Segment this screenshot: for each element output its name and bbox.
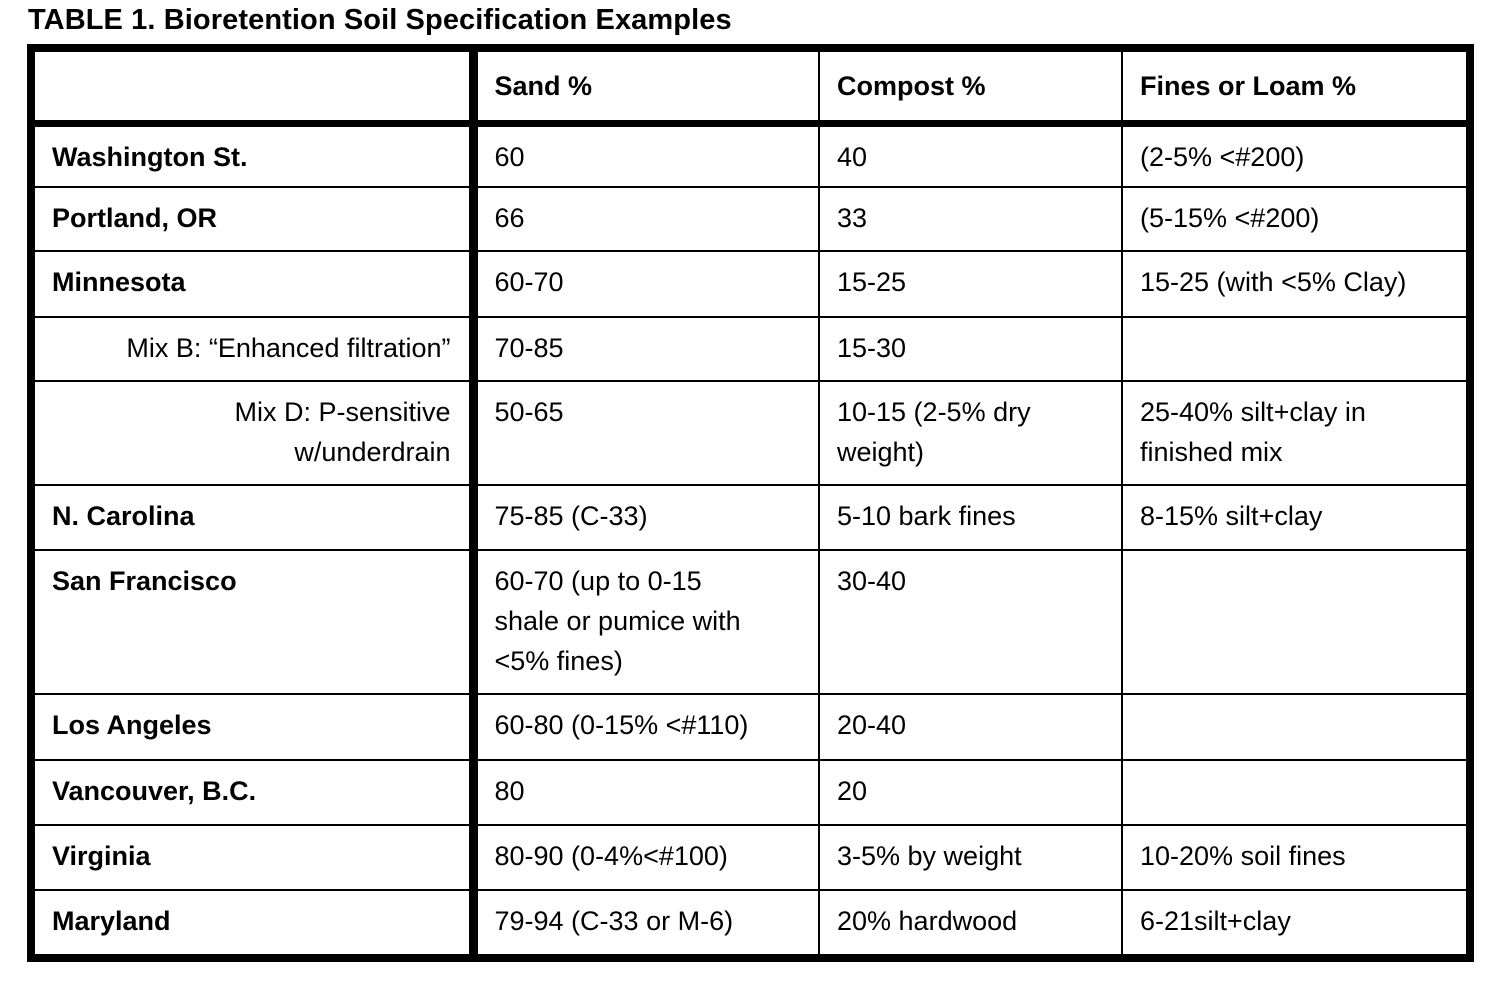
- cell-line: <5% fines): [494, 646, 623, 677]
- sand-cell: [473, 694, 819, 759]
- cell-line: 80: [494, 775, 525, 806]
- cell-line: Minnesota: [52, 267, 186, 298]
- cell-line: weight): [837, 436, 925, 467]
- location-cell: [35, 760, 473, 825]
- cell-line: 10-15 (2-5% dry: [837, 396, 1031, 427]
- compost-cell: [819, 123, 1122, 187]
- table-row: [35, 760, 1466, 825]
- cell-line: 33: [837, 203, 868, 234]
- table-row: [35, 485, 1466, 550]
- cell-line: 30-40: [837, 566, 907, 597]
- fines-cell: [1122, 890, 1466, 954]
- compost-cell: [819, 825, 1122, 890]
- header-row: [35, 52, 1466, 123]
- cell-line: Maryland: [52, 905, 171, 936]
- cell-line: 66: [494, 203, 525, 234]
- cell-line: 25-40% silt+clay in: [1140, 396, 1366, 427]
- cell-line: 60-70 (up to 0-15: [494, 566, 702, 597]
- cell-line: Vancouver, B.C.: [52, 775, 257, 806]
- fines-cell: [1122, 694, 1466, 759]
- sand-cell: [473, 381, 819, 485]
- cell-line: Mix D: P-sensitive: [234, 396, 451, 427]
- location-cell: [35, 317, 473, 381]
- table-title: TABLE 1. Bioretention Soil Specification Examples: [28, 4, 732, 36]
- cell-line: 70-85: [494, 332, 564, 363]
- cell-line: N. Carolina: [52, 500, 195, 531]
- fines-cell: [1122, 251, 1466, 316]
- header-cell-sand: Sand %: [473, 52, 819, 123]
- compost-cell: [819, 694, 1122, 759]
- header-cell-location: [35, 52, 473, 123]
- sand-cell: [473, 825, 819, 890]
- cell-line: 20-40: [837, 710, 907, 741]
- cell-line: 60-70: [494, 267, 564, 298]
- soil-spec-table: [35, 52, 1466, 954]
- compost-cell: [819, 187, 1122, 251]
- table-row: [35, 251, 1466, 316]
- cell-line: 3-5% by weight: [837, 840, 1022, 871]
- fines-cell: [1122, 485, 1466, 550]
- location-cell: [35, 123, 473, 187]
- location-cell: [35, 694, 473, 759]
- cell-line: 10-20% soil fines: [1140, 840, 1346, 871]
- compost-cell: [819, 890, 1122, 954]
- cell-line: Mix B: “Enhanced filtration”: [126, 332, 451, 363]
- cell-line: (2-5% <#200): [1140, 141, 1305, 172]
- cell-line: 5-10 bark fines: [837, 500, 1016, 531]
- table-body: [35, 52, 1466, 954]
- cell-line: Virginia: [52, 840, 151, 871]
- table-row: [35, 123, 1466, 187]
- location-cell: [35, 485, 473, 550]
- table-row: [35, 317, 1466, 381]
- sand-cell: [473, 251, 819, 316]
- location-cell: [35, 825, 473, 890]
- sand-cell: [473, 760, 819, 825]
- location-cell: [35, 890, 473, 954]
- cell-line: San Francisco: [52, 566, 237, 597]
- table-row: [35, 550, 1466, 694]
- cell-line: 60-80 (0-15% <#110): [494, 710, 749, 741]
- sand-cell: [473, 485, 819, 550]
- table-row: [35, 187, 1466, 251]
- cell-line: finished mix: [1140, 436, 1283, 467]
- cell-line: 20: [837, 775, 868, 806]
- cell-line: shale or pumice with: [494, 606, 741, 637]
- cell-line: 40: [837, 141, 868, 172]
- compost-cell: [819, 485, 1122, 550]
- sand-cell: [473, 890, 819, 954]
- cell-line: 79-94 (C-33 or M-6): [494, 905, 734, 936]
- sand-cell: [473, 550, 819, 694]
- table-row: [35, 694, 1466, 759]
- compost-cell: [819, 251, 1122, 316]
- cell-line: Portland, OR: [52, 203, 218, 234]
- sand-cell: [473, 187, 819, 251]
- cell-line: 6-21silt+clay: [1140, 905, 1291, 936]
- sand-cell: [473, 123, 819, 187]
- sand-cell: [473, 317, 819, 381]
- cell-line: 75-85 (C-33): [494, 500, 648, 531]
- table-row: [35, 381, 1466, 485]
- cell-line: 80-90 (0-4%<#100): [494, 840, 728, 871]
- fines-cell: [1122, 187, 1466, 251]
- table-row: [35, 825, 1466, 890]
- cell-line: (5-15% <#200): [1140, 203, 1320, 234]
- compost-cell: [819, 317, 1122, 381]
- cell-line: Washington St.: [52, 141, 248, 172]
- fines-cell: [1122, 760, 1466, 825]
- cell-line: w/underdrain: [294, 436, 451, 467]
- compost-cell: [819, 760, 1122, 825]
- header-cell-compost: Compost %: [819, 52, 1122, 123]
- fines-cell: [1122, 123, 1466, 187]
- cell-line: 8-15% silt+clay: [1140, 500, 1323, 531]
- fines-cell: [1122, 381, 1466, 485]
- cell-line: 50-65: [494, 396, 564, 427]
- cell-line: 15-25: [837, 267, 907, 298]
- cell-line: 15-25 (with <5% Clay): [1140, 267, 1407, 298]
- fines-cell: [1122, 825, 1466, 890]
- fines-cell: [1122, 550, 1466, 694]
- cell-line: Los Angeles: [52, 710, 212, 741]
- header-cell-fines: Fines or Loam %: [1122, 52, 1466, 123]
- fines-cell: [1122, 317, 1466, 381]
- location-cell: [35, 381, 473, 485]
- cell-line: 20% hardwood: [837, 905, 1018, 936]
- location-cell: [35, 550, 473, 694]
- location-cell: [35, 251, 473, 316]
- table-row: [35, 890, 1466, 954]
- compost-cell: [819, 550, 1122, 694]
- location-cell: [35, 187, 473, 251]
- compost-cell: [819, 381, 1122, 485]
- cell-line: 15-30: [837, 332, 907, 363]
- cell-line: 60: [494, 141, 525, 172]
